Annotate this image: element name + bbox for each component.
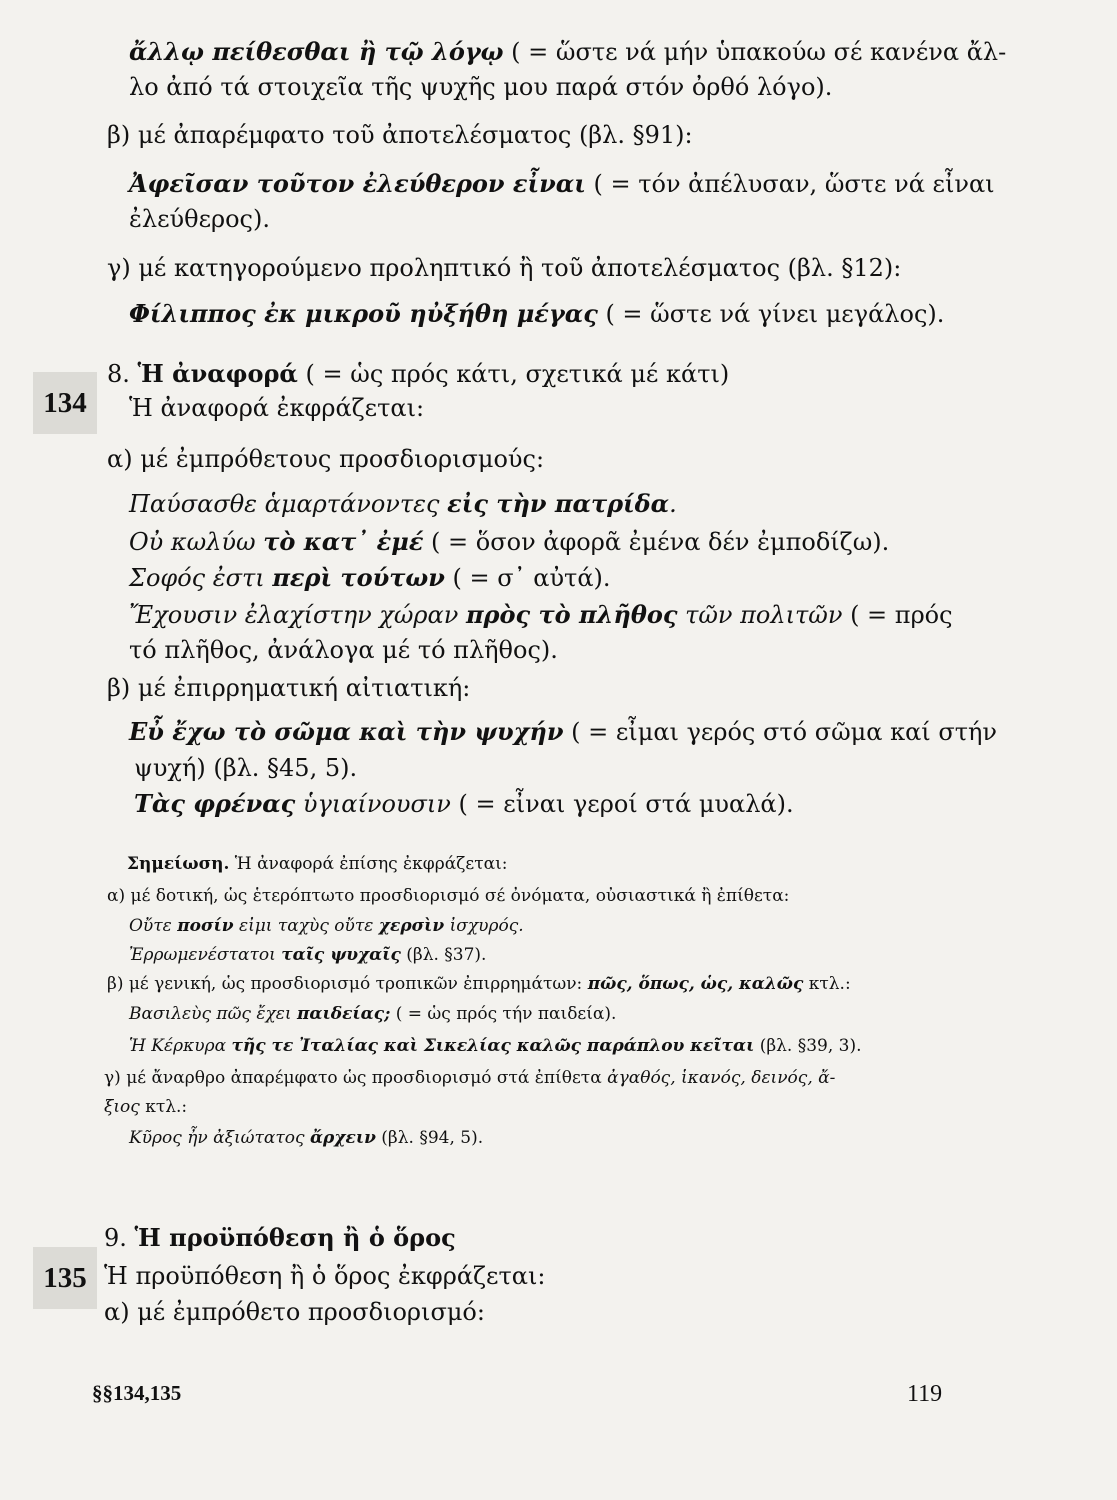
subsection-heading: α) μέ ἐμπρόθετους προσδιορισμούς:: [107, 445, 545, 473]
greek-emphasis: καλῶς παράπλου κεῖται: [510, 1036, 755, 1056]
greek-example: .: [669, 490, 677, 518]
note-line: [129, 918, 524, 935]
translation: (βλ. §94, 5).: [375, 1128, 484, 1148]
translation: ( = σ᾽ αὐτά).: [444, 564, 611, 592]
note-line: [107, 976, 851, 993]
greek-example: Φίλιππος ἐκ μικροῦ ηὐξήθη μέγας: [129, 299, 598, 328]
note-line: [104, 1099, 187, 1116]
note-line: [104, 1070, 835, 1087]
translation: ( = εἶμαι γερός στό σῶμα καί στήν: [563, 718, 997, 746]
greek-emphasis: πῶς, ὅπως, ὡς, καλῶς: [587, 974, 804, 994]
section-heading: [104, 1223, 456, 1252]
greek-emphasis: παιδείας;: [296, 1004, 391, 1024]
subsection-heading: α) μέ ἐμπρόθετο προσδιορισμό:: [104, 1298, 485, 1326]
greek-emphasis: ἄρχειν: [309, 1128, 376, 1148]
text-line: τό πλῆθος, ἀνάλογα μέ τό πλῆθος).: [129, 636, 558, 664]
text-line: [129, 169, 995, 198]
note-line: [129, 947, 486, 964]
note-heading: [127, 856, 507, 873]
text-line: [129, 717, 997, 746]
translation: ( = εἶναι γεροί στά μυαλά).: [450, 790, 794, 818]
subsection-heading: β) μέ ἀπαρέμφατο τοῦ ἀποτελέσματος (βλ. §91):: [107, 121, 693, 149]
section-title: Ἡ προϋπόθεση ἢ ὁ ὅρος: [134, 1223, 456, 1252]
section-number: 8.: [107, 360, 138, 388]
note-label: Σημείωση.: [127, 854, 230, 874]
greek-example: Ἔχουσιν ἐλαχίστην χώραν: [129, 601, 466, 629]
greek-example: Οὔτε: [129, 916, 178, 936]
greek-example: τῶν πολιτῶν: [677, 601, 843, 629]
text-line: [129, 37, 1007, 66]
greek-example: ἄλλῳ πείθεσθαι ἢ τῷ λόγῳ: [129, 37, 504, 66]
footer-section-ref: §§134,135: [92, 1381, 182, 1405]
note-text: κτλ.:: [139, 1097, 188, 1117]
greek-example: ξιος: [104, 1097, 140, 1117]
text-line: Ἡ ἀναφορά ἐκφράζεται:: [129, 394, 425, 422]
translation: (βλ. §39, 3).: [754, 1036, 862, 1056]
section-number-134: 134: [33, 372, 97, 434]
greek-example: ὑγιαίνουσιν: [295, 790, 451, 818]
greek-emphasis: τὸ σῶμα καὶ τὴν ψυχήν: [233, 717, 564, 746]
text-line: [129, 299, 945, 328]
text-line: Ἡ προϋπόθεση ἢ ὁ ὅρος ἐκφράζεται:: [104, 1262, 546, 1290]
subsection-heading: γ) μέ κατηγορούμενο προληπτικό ἢ τοῦ ἀποτελέσματος (βλ. §12):: [107, 254, 902, 282]
greek-example: ἰσχυρός.: [444, 916, 524, 936]
text-line: λο ἀπό τά στοιχεῖα τῆς ψυχῆς μου παρά στόν ὀρθό λόγο).: [129, 73, 833, 101]
greek-emphasis: περὶ τούτων: [272, 563, 445, 592]
greek-emphasis: εἰς τὴν πατρίδα: [447, 489, 670, 518]
text-line: [129, 527, 890, 556]
section-title: Ἡ ἀναφορά: [137, 359, 298, 388]
translation: ( = ὥστε νά μήν ὑπακούω σέ κανένα ἄλ-: [503, 38, 1007, 66]
text-line: ἐλεύθερος).: [129, 205, 270, 233]
greek-emphasis: τὸ κατ᾽ ἐμέ: [263, 527, 424, 556]
text-line: [129, 489, 677, 518]
greek-example: Παύσασθε ἁμαρτάνοντες: [129, 490, 448, 518]
note-line: α) μέ δοτική, ὡς ἑτερόπτωτο προσδιορισμό σέ ὀνόματα, οὐσιαστικά ἢ ἐπίθετα:: [107, 886, 790, 906]
greek-example: Ἀφεῖσαν τοῦτον ἐλεύθερον εἶναι: [129, 169, 586, 198]
translation: ( = τόν ἀπέλυσαν, ὥστε νά εἶναι: [585, 170, 995, 198]
text-line: ψυχή) (βλ. §45, 5).: [134, 754, 358, 782]
greek-example: ἀγαθός, ἱκανός, δεινός, ἄ-: [607, 1068, 836, 1088]
page-number: 119: [907, 1381, 943, 1407]
section-number-135: 135: [33, 1247, 97, 1309]
note-line: [129, 1006, 616, 1023]
text-line: [129, 600, 953, 629]
greek-emphasis: ταῖς ψυχαῖς: [281, 945, 401, 965]
translation: (βλ. §37).: [400, 945, 487, 965]
greek-emphasis: ποσίν: [177, 916, 234, 936]
text-line: [129, 563, 611, 592]
note-text: κτλ.:: [803, 974, 851, 994]
note-text: β) μέ γενική, ὡς προσδιορισμό τροπικῶν ἐπιρρημάτων:: [107, 974, 588, 994]
section-gloss: ( = ὡς πρός κάτι, σχετικά μέ κάτι): [297, 360, 730, 388]
section-number: 9.: [104, 1224, 135, 1252]
greek-emphasis: Τὰς φρένας: [134, 789, 296, 818]
translation: ( = πρός: [842, 601, 953, 629]
translation: ( = ὡς πρός τήν παιδεία).: [390, 1004, 617, 1024]
note-line: [129, 1130, 483, 1147]
greek-emphasis: τῆς τε Ἰταλίας καὶ Σικελίας: [231, 1036, 511, 1056]
greek-emphasis: πρὸς τὸ πλῆθος: [465, 600, 678, 629]
translation: ( = ὅσον ἀφορᾶ ἐμένα δέν ἐμποδίζω).: [423, 528, 890, 556]
greek-example: Ἐρρωμενέστατοι: [129, 945, 282, 965]
greek-example: εἰμι ταχὺς οὔτε: [233, 916, 379, 936]
greek-example: Εὖ ἔχω: [129, 717, 234, 746]
subsection-heading: β) μέ ἐπιρρηματική αἰτιατική:: [107, 674, 471, 702]
greek-example: Βασιλεὺς πῶς ἔχει: [129, 1004, 297, 1024]
greek-example: Σοφός ἐστι: [129, 564, 273, 592]
text-line: [134, 789, 794, 818]
greek-emphasis: χερσὶν: [378, 916, 445, 936]
note-text: γ) μέ ἄναρθρο ἀπαρέμφατο ὡς προσδιορισμό στά ἐπίθετα: [104, 1068, 608, 1088]
note-text: Ἡ ἀναφορά ἐπίσης ἐκφράζεται:: [229, 854, 508, 874]
greek-example: Κῦρος ἦν ἀξιώτατος: [129, 1128, 310, 1148]
note-line: [129, 1038, 862, 1055]
greek-example: Οὐ κωλύω: [129, 528, 264, 556]
translation: ( = ὥστε νά γίνει μεγάλος).: [597, 300, 945, 328]
greek-example: Ἡ Κέρκυρα: [129, 1036, 232, 1056]
section-heading: [107, 359, 730, 388]
